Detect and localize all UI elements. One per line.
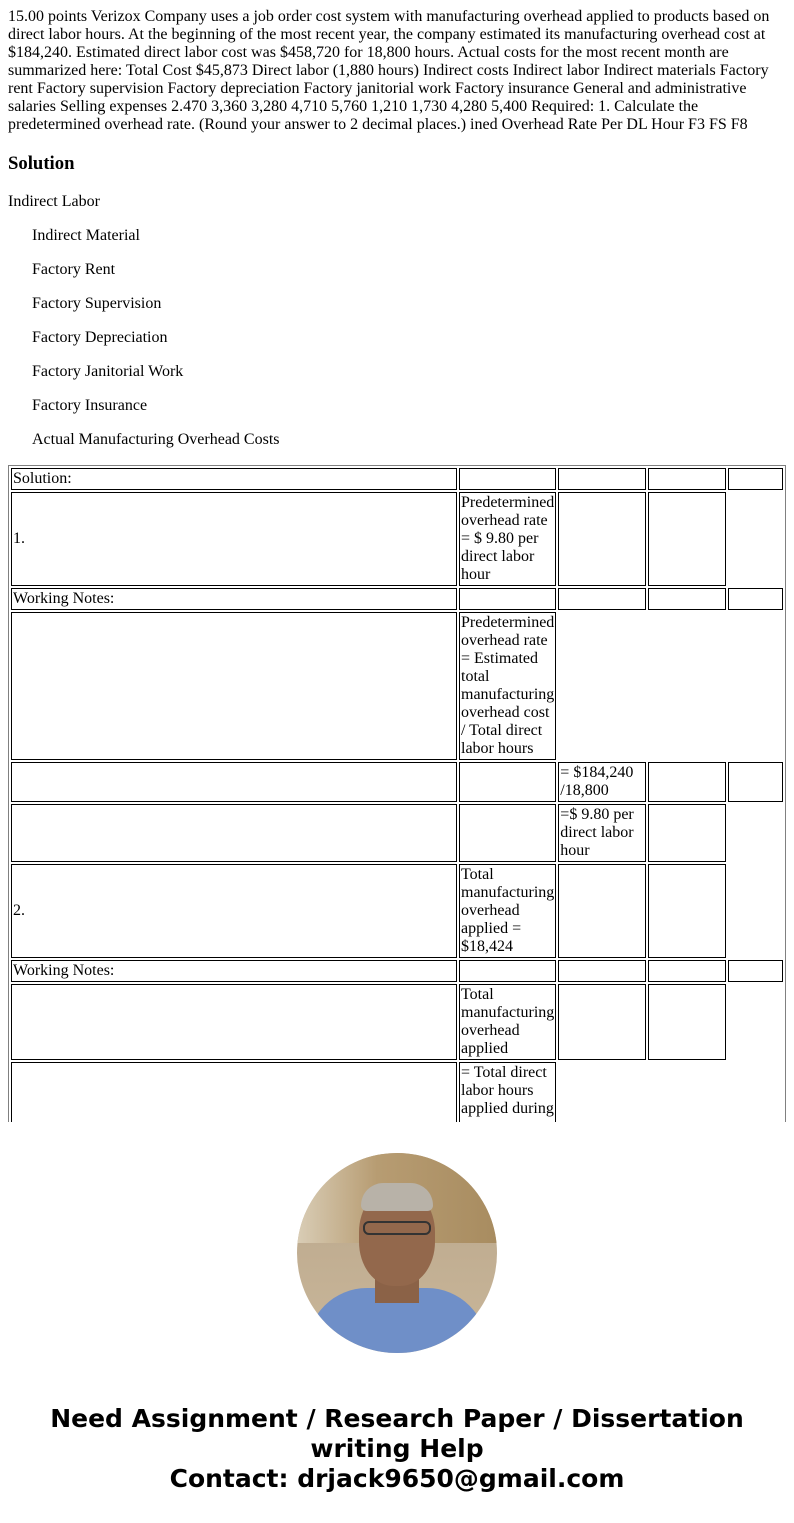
table-row: [11, 762, 783, 802]
table-cell: Total manufacturing overhead applied = $18,424: [459, 864, 556, 958]
actual-overhead-label: Actual Manufacturing Overhead Costs: [32, 431, 280, 448]
table-cell: = Total direct labor hours applied during: [459, 1062, 556, 1122]
list-item: Factory Insurance: [32, 397, 148, 414]
table-row: [11, 804, 783, 862]
list-item: Factory Depreciation: [32, 329, 168, 346]
list-item: Factory Janitorial Work: [32, 363, 184, 380]
table-cell: 1.: [11, 492, 457, 586]
table-row: [11, 468, 783, 490]
table-cell: 2.: [11, 864, 457, 958]
table-row: [11, 984, 783, 1060]
table-row: [11, 588, 783, 610]
table-row: [11, 612, 783, 760]
question-text: 15.00 points Verizox Company uses a job order cost system with manufacturing overhead applied to products based on direct labor hours. At the beginning of the most recent year, the company estimated its manufacturing overhead cost at $184,240. Estimated direct labor cost was $458,720 for 18,800 hours. Actual costs for the most recent month are summarized here: Total Cost $45,873 Direct labor (1,880 hours) Indirect costs Indirect labor Indirect materials Factory rent Factory supervision Factory depreciation Factory janitorial work Factory insurance General and administrative salaries Selling expenses 2.470 3,360 3,280 4,710 5,760 1,210 1,730 4,280 5,400 Required: 1. Calculate the predetermined overhead rate. (Round your answer to 2 decimal places.) ined Overhead Rate Per DL Hour F3 FS F8: [8, 8, 770, 133]
table-row: [11, 864, 783, 958]
list-item: Indirect Labor: [8, 193, 100, 210]
glasses-icon: [363, 1221, 431, 1235]
table-row: [11, 960, 783, 982]
table-row: [11, 1062, 783, 1122]
table-cell: Total manufacturing overhead applied: [459, 984, 556, 1060]
table-cell: Working Notes:: [11, 960, 457, 982]
banner-line: Need Assignment / Research Paper / Dissertation: [50, 1404, 744, 1433]
table-row: [11, 492, 783, 586]
table-cell: = $184,240 /18,800: [558, 762, 646, 802]
list-item: Factory Rent: [32, 261, 116, 278]
table-cell: Working Notes:: [11, 588, 457, 610]
list-item: Factory Supervision: [32, 295, 162, 312]
table-cell: Predetermined overhead rate = $ 9.80 per direct labor hour: [459, 492, 556, 586]
author-avatar: [297, 1153, 497, 1353]
contact-email[interactable]: Contact: drjack9650@gmail.com: [169, 1464, 625, 1493]
table-cell: Solution:: [11, 468, 457, 490]
help-banner: [0, 1404, 794, 1494]
banner-line: writing Help: [310, 1434, 484, 1463]
table-cell: Predetermined overhead rate = Estimated total manufacturing overhead cost / Total direct labor hours: [459, 612, 556, 760]
solution-heading: Solution: [8, 153, 75, 174]
list-item: Indirect Material: [32, 227, 140, 244]
table-cell: =$ 9.80 per direct labor hour: [558, 804, 646, 862]
solution-table: [8, 465, 786, 1122]
